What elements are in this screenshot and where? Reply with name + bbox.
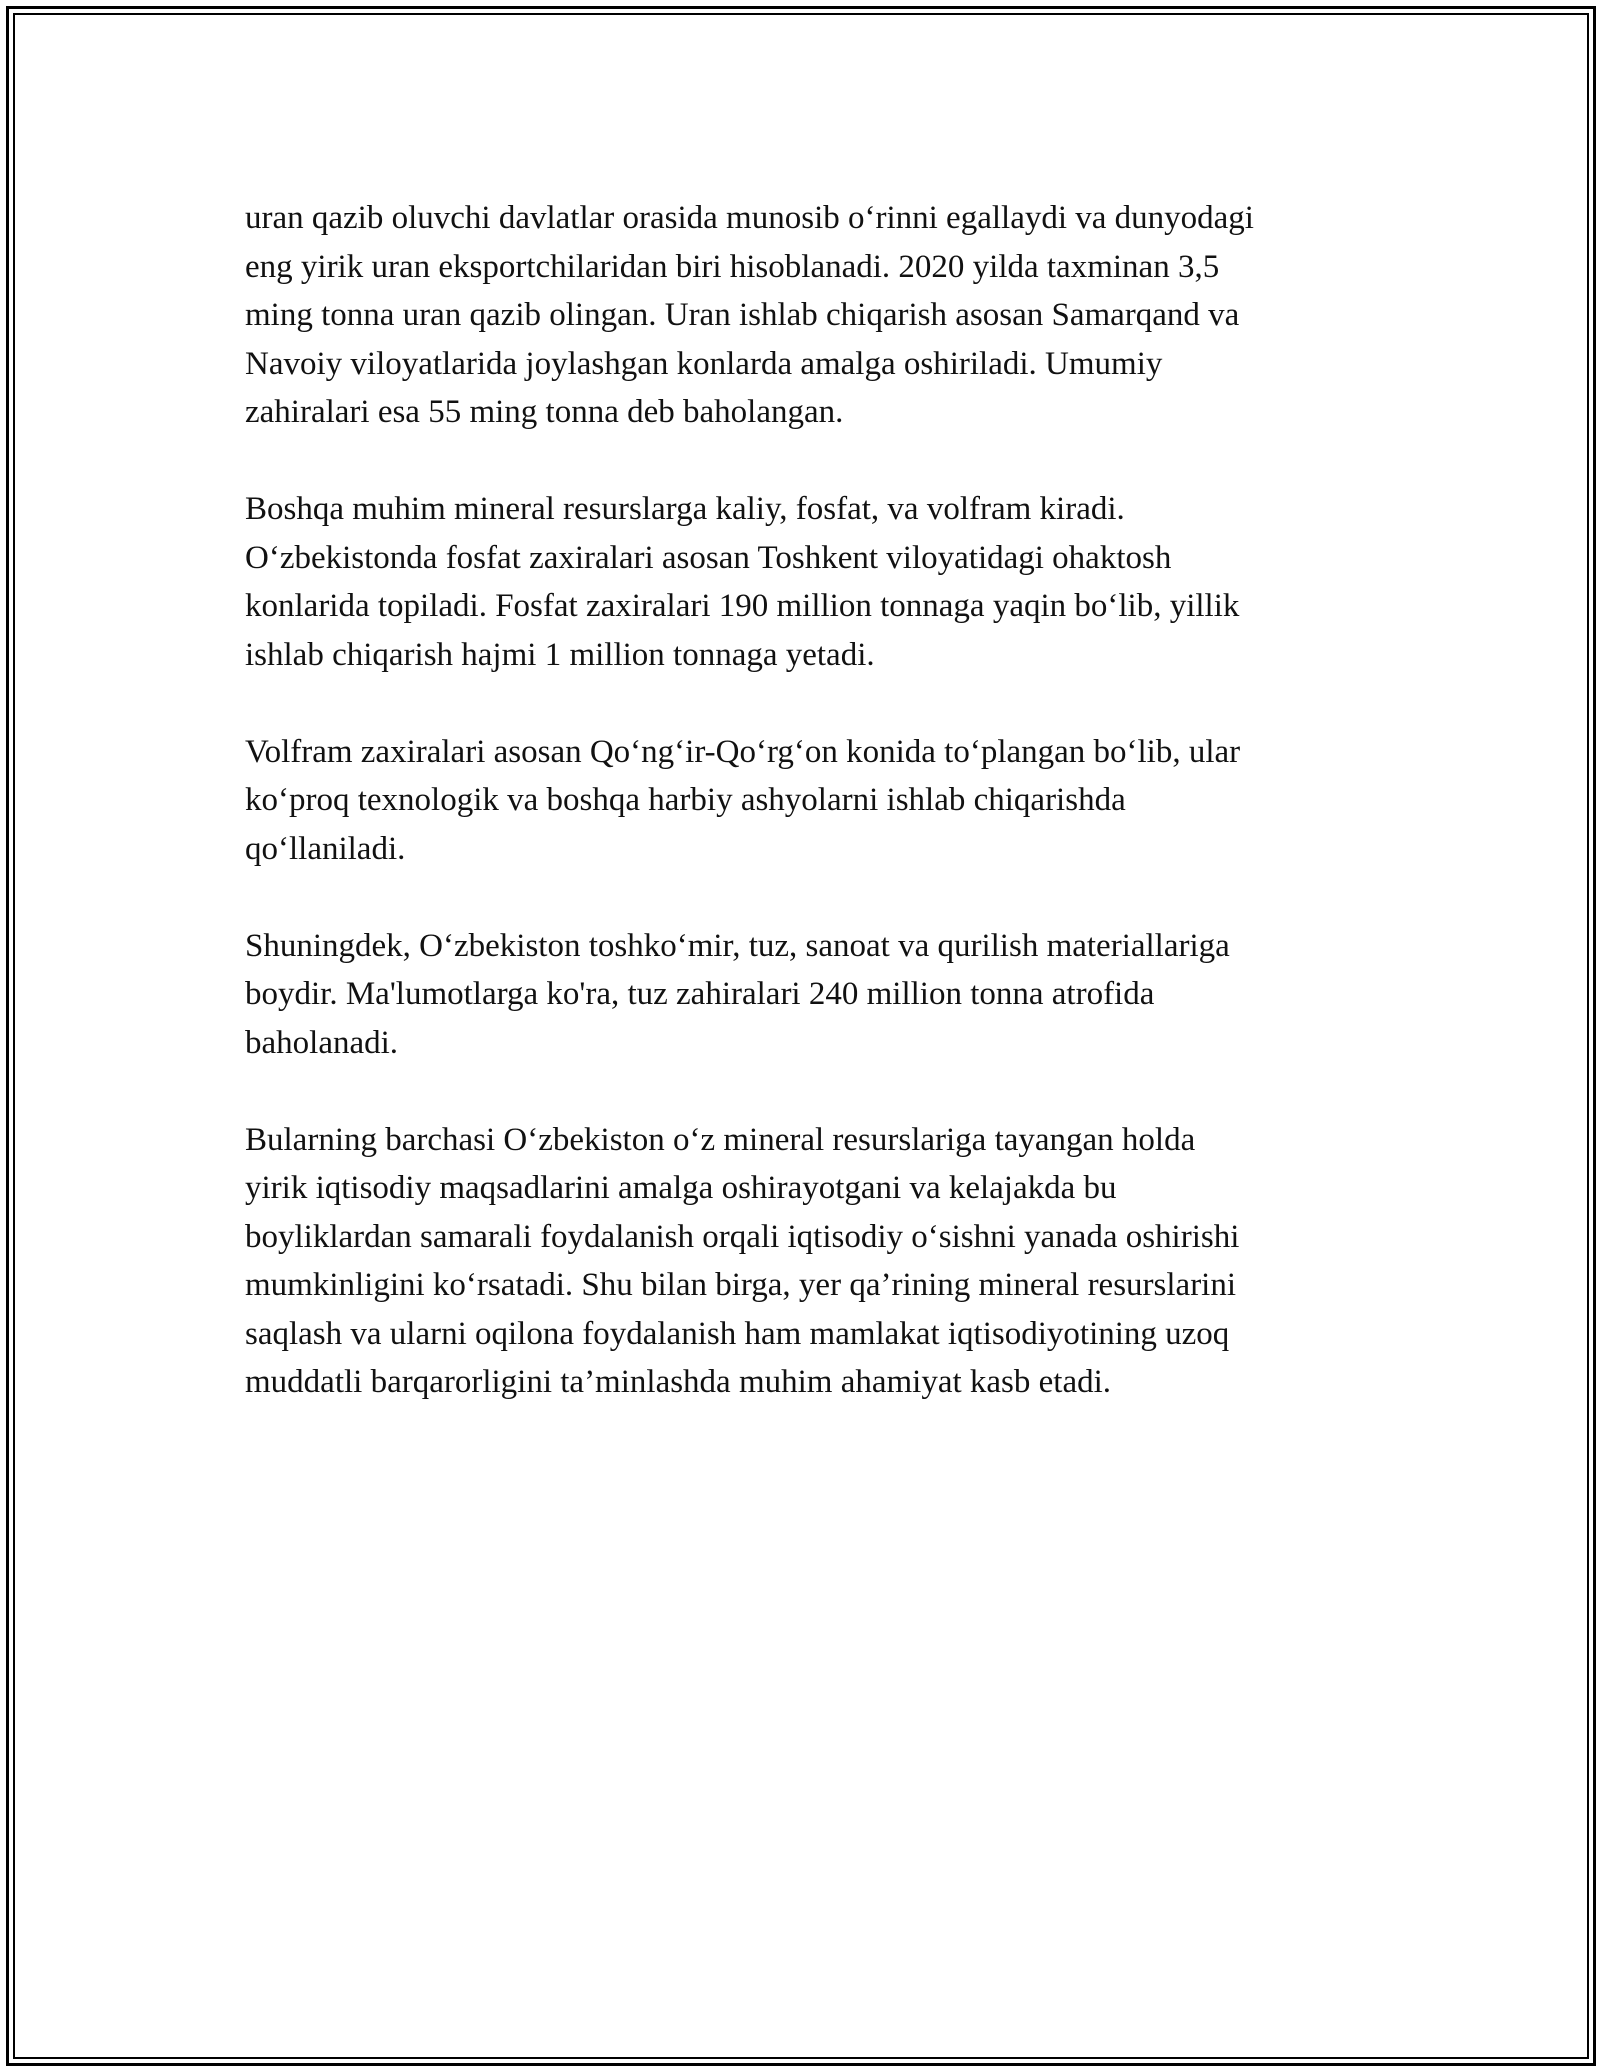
page-border — [6, 6, 1596, 2066]
paragraph-tungsten: Volfram zaxiralari asosan Qo‘ng‘ir-Qo‘rg‘on konida to‘plangan bo‘lib, ular ko‘proq texnologik va boshqa harbiy ashyolarni ishlab chiqarishda qo‘llaniladi. — [245, 733, 1241, 867]
paragraph-phosphate: Boshqa muhim mineral resurslarga kaliy, fosfat, va volfram kiradi. O‘zbekistonda fosfat zaxiralari asosan Toshkent viloyatidagi ohaktosh konlarida topiladi. Fosfat zaxiralari 190 million tonnaga yaqin bo‘lib, yillik ishlab chiqarish hajmi 1 million tonnaga yetadi. — [245, 491, 1240, 673]
document-body — [245, 194, 1395, 1455]
paragraph-conclusion: Bularning barchasi O‘zbekiston o‘z mineral resurslariga tayangan holda yirik iqtisodiy maqsadlarini amalga oshirayotgani va kelajakda bu boyliklardan samarali foydalanish orqali iqtisodiy o‘sishni yanada oshirishi mumkinligini ko‘rsatadi. Shu bilan birga, yer qa’rining mineral resurslarini saqlash va ularni oqilona foydalanish ham mamlakat iqtisodiyotining uzoq muddatli barqarorligini ta’minlashda muhim ahamiyat kasb etadi. — [245, 1121, 1240, 1400]
paragraph-coal-salt: Shuningdek, O‘zbekiston toshko‘mir, tuz, sanoat va qurilish materiallariga boydir. Ma'lumotlarga ko'ra, tuz zahiralari 240 million tonna atrofida baholanadi. — [245, 927, 1230, 1061]
paragraph-uranium: uran qazib oluvchi davlatlar orasida munosib o‘rinni egallaydi va dunyodagi eng yirik uran eksportchilaridan biri hisoblanadi. 2020 yilda taxminan 3,5 ming tonna uran qazib olingan. Uran ishlab chiqarish asosan Samarqand va Navoiy viloyatlarida joylashgan konlarda amalga oshiriladi. Umumiy zahiralari esa 55 ming tonna deb baholangan. — [245, 200, 1254, 430]
